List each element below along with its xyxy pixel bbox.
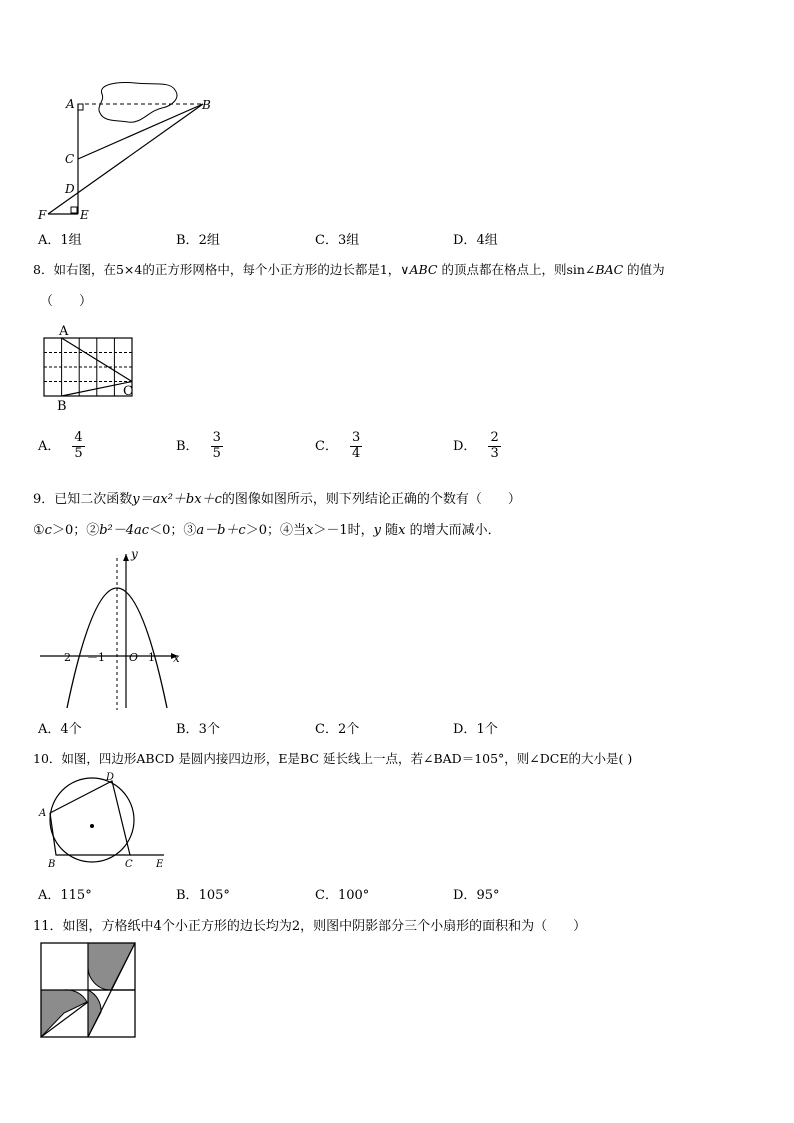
q7-option-a: A．1组	[38, 233, 82, 248]
q11-stem: 11．如图，方格纸中4个小正方形的边长均为2，则图中阴影部分三个小扇形的面积和为（ ）	[33, 919, 587, 934]
label-B: B	[57, 399, 67, 414]
q10-option-d: D．95°	[453, 888, 500, 903]
q9-option-a: A．4个	[38, 722, 82, 737]
q10-circle-figure	[36, 770, 176, 875]
q9-option-c: C．2个	[315, 722, 360, 737]
label-B: B	[48, 859, 56, 870]
q9-stem: 9．已知二次函数y＝ax²＋bx＋c的图像如图所示，则下列结论正确的个数有（ ）	[33, 492, 521, 507]
q10-option-c: C．100°	[315, 888, 370, 903]
line-BC	[78, 104, 203, 159]
label-O: O	[129, 651, 139, 664]
label-C: C	[125, 859, 133, 870]
q9-conditions: ①c＞0；②b²－4ac＜0；③a－b＋c＞0；④当x＞－1时，y 随x 的增大而减小．	[33, 523, 501, 538]
q7-figure	[30, 76, 230, 226]
q10-option-b: B．105°	[176, 888, 230, 903]
q7-option-c: C．3组	[315, 233, 360, 248]
q10-stem: 10．如图，四边形ABCD 是圆内接四边形，E是BC 延长线上一点，若∠BAD＝105°，则∠DCE的大小是( )	[33, 751, 633, 766]
q8-option-c: C． $\frac{3}{4}$	[315, 430, 361, 461]
sector-top-right	[88, 943, 135, 990]
q7-option-d: D．4组	[453, 233, 498, 248]
quadrilateral-ABCD	[50, 781, 130, 855]
q8-stem-paren: （ ）	[40, 294, 93, 309]
label-A: A	[39, 808, 47, 819]
lake-shape	[99, 82, 177, 122]
tick-1: 1	[148, 651, 155, 664]
q11-sector-figure	[38, 940, 138, 1040]
label-y: y	[131, 547, 138, 561]
q8-stem: 8．如右图，在5×4的正方形网格中，每个小正方形的边长都是1，∨ABC 的顶点都在格点上，则sin∠BAC 的值为	[33, 262, 665, 277]
label-D: D	[106, 772, 115, 783]
label-E: E	[80, 208, 89, 222]
q9-parabola-figure	[38, 548, 188, 713]
q8-option-a: A． $\frac{4}{5}$	[38, 430, 83, 461]
tick-2: 2	[64, 651, 71, 664]
label-B: B	[202, 98, 211, 112]
q8-grid-figure	[36, 320, 146, 415]
q9-option-b: B．3个	[176, 722, 220, 737]
q9-option-d: D．1个	[453, 722, 498, 737]
label-D: D	[65, 182, 75, 196]
label-A: A	[66, 97, 75, 111]
q10-option-a: A．115°	[38, 888, 92, 903]
right-angle-E	[71, 207, 77, 213]
sector-bottom-left	[41, 990, 87, 1037]
right-angle-A	[78, 104, 83, 110]
label-C: C	[65, 152, 75, 166]
label-F: F	[38, 208, 47, 222]
q7-option-b: B．2组	[176, 233, 220, 248]
q8-option-b: B． $\frac{3}{5}$	[176, 430, 221, 461]
label-x: x	[173, 651, 180, 665]
label-E: E	[156, 859, 164, 870]
label-C: C	[123, 384, 133, 399]
label-A: A	[59, 324, 69, 339]
center-dot	[90, 824, 94, 828]
q8-option-d: D． $\frac{2}{3}$	[453, 430, 499, 461]
tick-minus1: －1	[87, 651, 105, 664]
